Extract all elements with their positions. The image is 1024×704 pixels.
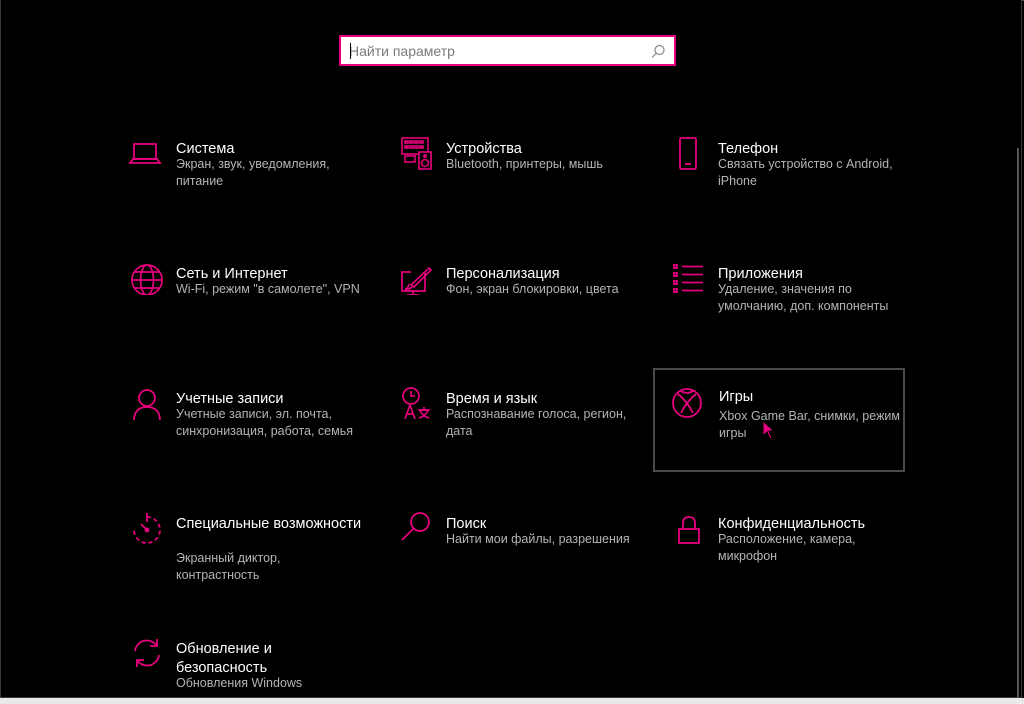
tile-title: Поиск [446,516,487,532]
tile-title: Система [176,141,235,157]
tile-title: Конфиденциальность [718,516,866,532]
tile-description: Wi-Fi, режим "в самолете", VPN [176,282,360,296]
tile-ease-of-access[interactable] [121,501,373,605]
search-icon[interactable] [648,42,668,62]
time-language-icon [397,384,433,420]
person-icon [127,384,163,420]
tile-title: Игры [719,389,754,405]
apps-list-icon [669,259,705,295]
tile-title: Персонализация [446,266,560,282]
accessibility-timer-icon [127,509,163,545]
search-magnifier-icon [397,509,433,545]
search-box[interactable] [339,35,676,66]
tile-description: Учетные записи, эл. почта, синхронизация, работа, семья [176,407,354,438]
tile-description: Экран, звук, уведомления, питание [176,157,330,188]
paint-monitor-icon [397,259,433,295]
tile-accounts[interactable] [121,376,373,480]
tile-title: Сеть и Интернет [176,266,288,282]
laptop-icon [127,134,163,170]
tile-description: Связать устройство с Android, iPhone [718,157,893,188]
bottom-edge [0,698,1024,704]
tile-description: Обновления Windows [176,676,303,690]
tile-privacy[interactable] [663,501,915,605]
scrollbar[interactable] [1017,148,1019,700]
tile-phone[interactable] [663,126,915,230]
tile-personalization[interactable] [391,251,643,355]
sync-arrows-icon [127,634,163,670]
tile-title: Учетные записи [176,391,284,407]
tile-search[interactable] [391,501,643,605]
xbox-icon [669,384,705,420]
tile-title: Телефон [718,141,779,157]
tile-network[interactable] [121,251,373,355]
lock-icon [669,509,705,545]
mouse-cursor-icon [762,420,776,440]
globe-icon [127,259,163,295]
tile-description: Расположение, камера, микрофон [718,532,856,563]
tile-time-language[interactable] [391,376,643,480]
phone-icon [669,134,705,170]
tile-description: Экранный диктор, контрастность [176,551,281,582]
tile-description: Распознавание голоса, регион, дата [446,407,627,438]
search-input[interactable] [349,37,649,64]
tile-description: Xbox Game Bar, снимки, режим игры [719,409,901,440]
tile-gaming[interactable] [653,368,905,472]
tile-update-security[interactable] [121,626,373,696]
tile-apps[interactable] [663,251,915,355]
keyboard-speaker-icon [397,134,433,170]
tile-system[interactable] [121,126,373,230]
tile-devices[interactable] [391,126,643,230]
tile-description: Удаление, значения по умолчанию, доп. компоненты [718,282,889,313]
tile-title: Специальные возможности [176,516,362,532]
tile-title: Обновление и безопасность [176,641,272,676]
tile-title: Приложения [718,266,803,282]
tile-description: Bluetooth, принтеры, мышь [446,157,603,171]
tile-description: Найти мои файлы, разрешения [446,532,630,546]
tile-title: Время и язык [446,391,538,407]
text-caret [350,43,351,59]
tile-title: Устройства [446,141,522,157]
tile-description: Фон, экран блокировки, цвета [446,282,619,296]
